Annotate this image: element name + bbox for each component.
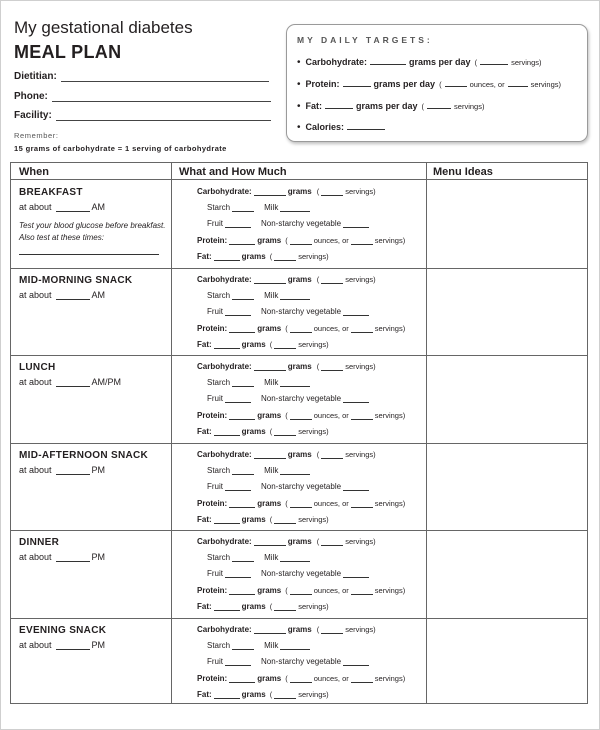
meal-time: at about AM/PM — [19, 377, 122, 387]
carb-grams-blank[interactable] — [254, 277, 286, 284]
starch-blank[interactable] — [232, 468, 254, 475]
bullet-icon: • — [297, 57, 301, 68]
phone-field[interactable] — [14, 91, 271, 102]
protein-servings-blank[interactable] — [351, 413, 373, 420]
carb-grams-blank[interactable] — [254, 452, 286, 459]
fat-servings-blank[interactable] — [427, 101, 451, 109]
vegetable-blank[interactable] — [343, 571, 369, 578]
fat-grams-blank[interactable] — [214, 429, 240, 436]
meal-time-blank[interactable] — [56, 554, 90, 562]
carb-servings-blank[interactable] — [321, 452, 343, 459]
column-header-menu: Menu Ideas — [433, 166, 493, 178]
calories-target-blank[interactable] — [347, 122, 385, 130]
carb-servings-blank[interactable] — [321, 277, 343, 284]
protein-line: Protein: grams ( ounces, or servings) — [197, 411, 406, 420]
menu-ideas-cell[interactable] — [427, 531, 587, 617]
meal-time: at about PM — [19, 552, 106, 562]
vegetable-blank[interactable] — [343, 484, 369, 491]
menu-ideas-cell[interactable] — [427, 444, 587, 530]
starch-blank[interactable] — [232, 380, 254, 387]
meal-time: at about AM — [19, 289, 106, 300]
header-divider — [11, 179, 587, 180]
fruit-veg-line: Fruit Non-starchy vegetable — [207, 657, 371, 666]
fruit-blank[interactable] — [225, 309, 251, 316]
milk-blank[interactable] — [280, 555, 310, 562]
fruit-veg-line: Fruit Non-starchy vegetable — [207, 394, 371, 403]
fat-servings-blank[interactable] — [274, 342, 296, 349]
protein-grams-blank[interactable] — [229, 501, 255, 508]
fat-line: Fat: grams ( servings) — [197, 427, 329, 436]
protein-ounces-blank[interactable] — [445, 79, 467, 87]
fruit-veg-line: Fruit Non-starchy vegetable — [207, 482, 371, 491]
fruit-blank[interactable] — [225, 221, 251, 228]
menu-ideas-cell[interactable] — [427, 269, 587, 355]
milk-blank[interactable] — [280, 468, 310, 475]
protein-servings-blank[interactable] — [351, 326, 373, 333]
fat-servings-blank[interactable] — [274, 604, 296, 611]
meal-time: at about PM — [19, 464, 106, 475]
milk-blank[interactable] — [280, 205, 310, 212]
fat-line: Fat: grams ( servings) — [197, 514, 329, 524]
starch-milk-line: Starch Milk — [207, 641, 312, 650]
fat-target-blank[interactable] — [325, 101, 353, 109]
fruit-blank[interactable] — [225, 659, 251, 666]
meal-time-blank[interactable] — [56, 292, 90, 300]
facility-label: Facility: — [14, 110, 52, 121]
carb-target-blank[interactable] — [370, 57, 406, 65]
protein-grams-blank[interactable] — [229, 326, 255, 333]
carbohydrate-line: Carbohydrate: grams ( servings) — [197, 537, 376, 546]
remember-label: Remember: — [14, 131, 59, 140]
protein-servings-blank[interactable] — [351, 501, 373, 508]
page-title-line1: My gestational diabetes — [14, 18, 193, 37]
page-title-line2: MEAL PLAN — [14, 42, 122, 62]
protein-grams-blank[interactable] — [229, 676, 255, 683]
target-calories: • Calories: — [297, 122, 388, 133]
meal-name-breakfast: BREAKFAST — [19, 187, 83, 198]
protein-target-blank[interactable] — [343, 79, 371, 87]
carbohydrate-line: Carbohydrate: grams ( servings) — [197, 362, 376, 371]
daily-targets-box — [286, 24, 588, 142]
vegetable-blank[interactable] — [343, 659, 369, 666]
carb-servings-blank[interactable] — [321, 189, 343, 196]
meal-plan-table — [10, 162, 588, 704]
fat-grams-blank[interactable] — [214, 604, 240, 611]
protein-line: Protein: grams ( ounces, or servings) — [197, 498, 406, 508]
fat-servings-blank[interactable] — [274, 254, 296, 261]
carb-grams-blank[interactable] — [254, 539, 286, 546]
dietitian-blank[interactable] — [61, 73, 269, 82]
protein-ounces-blank[interactable] — [290, 326, 312, 333]
test-times-blank[interactable] — [19, 254, 159, 255]
carbohydrate-line: Carbohydrate: grams ( servings) — [197, 187, 376, 196]
dietitian-field[interactable] — [14, 71, 269, 82]
fruit-veg-line: Fruit Non-starchy vegetable — [207, 219, 371, 228]
carb-grams-blank[interactable] — [254, 364, 286, 371]
protein-ounces-blank[interactable] — [290, 588, 312, 595]
fat-grams-blank[interactable] — [214, 342, 240, 349]
meal-name-mid-afternoon-snack: MID-AFTERNOON SNACK — [19, 449, 149, 461]
phone-label: Phone: — [14, 91, 48, 102]
carbohydrate-line: Carbohydrate: grams ( servings) — [197, 274, 376, 284]
facility-field[interactable] — [14, 110, 271, 121]
daily-targets-title: MY DAILY TARGETS: — [297, 35, 433, 45]
vegetable-blank[interactable] — [343, 221, 369, 228]
meal-name-lunch: LUNCH — [19, 362, 56, 373]
bullet-icon: • — [297, 101, 301, 112]
starch-milk-line: Starch Milk — [207, 203, 312, 212]
meal-name-mid-morning-snack: MID-MORNING SNACK — [19, 274, 133, 286]
protein-grams-blank[interactable] — [229, 588, 255, 595]
fat-servings-blank[interactable] — [274, 517, 296, 524]
starch-milk-line: Starch Milk — [207, 378, 312, 387]
meal-name-dinner: DINNER — [19, 537, 60, 548]
fat-line: Fat: grams ( servings) — [197, 252, 329, 261]
target-carbohydrate: • Carbohydrate: grams per day ( servings) — [297, 57, 542, 68]
protein-servings-blank[interactable] — [508, 79, 528, 87]
protein-ounces-blank[interactable] — [290, 238, 312, 245]
column-header-what: What and How Much — [179, 166, 287, 178]
carbohydrate-line: Carbohydrate: grams ( servings) — [197, 449, 376, 459]
protein-servings-blank[interactable] — [351, 676, 373, 683]
menu-ideas-cell[interactable] — [427, 356, 587, 442]
starch-milk-line: Starch Milk — [207, 291, 312, 300]
column-header-when: When — [19, 166, 49, 178]
protein-ounces-blank[interactable] — [290, 413, 312, 420]
starch-blank[interactable] — [232, 293, 254, 300]
protein-line: Protein: grams ( ounces, or servings) — [197, 673, 406, 683]
milk-blank[interactable] — [280, 293, 310, 300]
fruit-blank[interactable] — [225, 396, 251, 403]
meal-time: at about PM — [19, 639, 106, 650]
vegetable-blank[interactable] — [343, 396, 369, 403]
starch-blank[interactable] — [232, 643, 254, 650]
fat-grams-blank[interactable] — [214, 254, 240, 261]
starch-blank[interactable] — [232, 555, 254, 562]
protein-grams-blank[interactable] — [229, 238, 255, 245]
fat-servings-blank[interactable] — [274, 692, 296, 699]
dietitian-label: Dietitian: — [14, 71, 57, 82]
meal-time-blank[interactable] — [56, 642, 90, 650]
phone-blank[interactable] — [52, 93, 271, 102]
meal-name-evening-snack: EVENING SNACK — [19, 624, 107, 636]
bullet-icon: • — [297, 122, 301, 133]
menu-ideas-cell[interactable] — [427, 619, 587, 705]
meal-time-blank[interactable] — [56, 467, 90, 475]
fruit-veg-line: Fruit Non-starchy vegetable — [207, 307, 371, 316]
fat-servings-blank[interactable] — [274, 429, 296, 436]
protein-ounces-blank[interactable] — [290, 676, 312, 683]
bullet-icon: • — [297, 79, 301, 90]
carb-servings-blank[interactable] — [321, 539, 343, 546]
fruit-blank[interactable] — [225, 571, 251, 578]
milk-blank[interactable] — [280, 643, 310, 650]
vegetable-blank[interactable] — [343, 309, 369, 316]
column-divider — [171, 163, 172, 703]
starch-milk-line: Starch Milk — [207, 466, 312, 475]
fat-line: Fat: grams ( servings) — [197, 339, 329, 349]
protein-ounces-blank[interactable] — [290, 501, 312, 508]
carb-servings-blank[interactable] — [321, 627, 343, 634]
carb-grams-blank[interactable] — [254, 627, 286, 634]
fat-grams-blank[interactable] — [214, 517, 240, 524]
starch-milk-line: Starch Milk — [207, 553, 312, 562]
protein-grams-blank[interactable] — [229, 413, 255, 420]
carb-servings-blank[interactable] — [321, 364, 343, 371]
milk-blank[interactable] — [280, 380, 310, 387]
fruit-veg-line: Fruit Non-starchy vegetable — [207, 569, 371, 578]
fat-line: Fat: grams ( servings) — [197, 602, 329, 611]
meal-time-blank[interactable] — [56, 379, 90, 387]
protein-servings-blank[interactable] — [351, 588, 373, 595]
menu-ideas-cell[interactable] — [427, 181, 587, 267]
meal-time-blank[interactable] — [56, 204, 90, 212]
target-fat: • Fat: grams per day ( servings) — [297, 101, 485, 112]
fat-line: Fat: grams ( servings) — [197, 689, 329, 699]
target-protein: • Protein: grams per day ( ounces, or servings) — [297, 79, 562, 90]
protein-servings-blank[interactable] — [351, 238, 373, 245]
remember-note: 15 grams of carbohydrate = 1 serving of carbohydrate — [14, 144, 227, 153]
protein-line: Protein: grams ( ounces, or servings) — [197, 236, 406, 245]
protein-line: Protein: grams ( ounces, or servings) — [197, 586, 406, 595]
protein-line: Protein: grams ( ounces, or servings) — [197, 323, 406, 333]
fruit-blank[interactable] — [225, 484, 251, 491]
meal-time: at about AM — [19, 202, 106, 212]
carb-grams-blank[interactable] — [254, 189, 286, 196]
carb-servings-blank[interactable] — [480, 57, 508, 65]
fat-grams-blank[interactable] — [214, 692, 240, 699]
carbohydrate-line: Carbohydrate: grams ( servings) — [197, 624, 376, 634]
meal-note: Test your blood glucose before breakfast. Also test at these times: — [19, 221, 166, 242]
starch-blank[interactable] — [232, 205, 254, 212]
facility-blank[interactable] — [56, 112, 271, 121]
